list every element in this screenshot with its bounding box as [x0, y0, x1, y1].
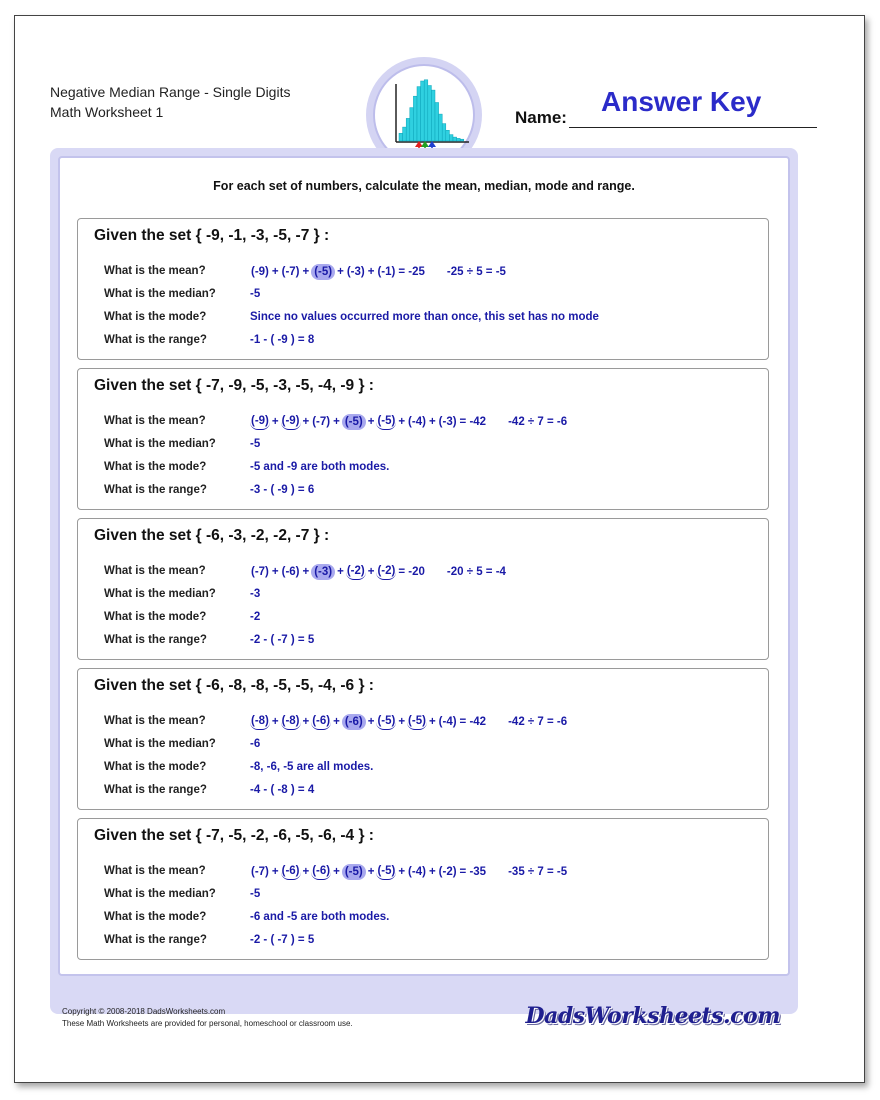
range-question: What is the range? [104, 634, 207, 646]
median-question: What is the median? [104, 438, 216, 450]
name-line [569, 127, 817, 128]
histogram-bar [410, 108, 414, 141]
range-answer: -2 - ( -7 ) = 5 [250, 634, 315, 646]
histogram-bar [417, 87, 421, 141]
mean-sum: = -35 [459, 866, 487, 878]
mean-equation [250, 412, 567, 432]
plus-sign: + [398, 866, 406, 878]
mean-question: What is the mean? [104, 415, 206, 427]
range-question: What is the range? [104, 784, 207, 796]
dadsworksheets-logo: DadsWorksheets.com [525, 1003, 780, 1029]
plus-sign: + [302, 866, 310, 878]
problem-card [77, 518, 769, 660]
histogram-bar [435, 103, 439, 142]
name-field [515, 86, 817, 128]
mean-equation [250, 712, 567, 732]
plus-sign: + [302, 416, 310, 428]
mean-question: What is the mean? [104, 265, 206, 277]
plus-sign: + [337, 566, 344, 578]
range-answer: -4 - ( -8 ) = 4 [250, 784, 315, 796]
median-question: What is the median? [104, 288, 216, 300]
plus-sign: + [271, 416, 279, 428]
instructions: For each set of numbers, calculate the mean, median, mode and range. [213, 179, 635, 193]
histogram-bar [431, 90, 435, 141]
problem-card [77, 668, 769, 810]
plus-sign: + [333, 716, 340, 728]
mean-term: (-4) [438, 716, 457, 728]
histogram-bar [413, 96, 417, 141]
range-answer: -1 - ( -9 ) = 8 [250, 334, 315, 346]
histogram-bar [453, 137, 457, 141]
plus-sign: + [367, 566, 375, 578]
range-answer: -3 - ( -9 ) = 6 [250, 484, 315, 496]
plus-sign: + [333, 416, 340, 428]
histogram-bar [442, 124, 446, 141]
mean-term: (-5) [376, 714, 396, 730]
plus-sign: + [271, 716, 279, 728]
mean-term: (-4) [408, 866, 426, 878]
mean-sum: = -42 [459, 416, 487, 428]
plus-sign: + [428, 866, 436, 878]
mode-answer: Since no values occurred more than once, this set has no mode [250, 311, 599, 323]
mean-term: (-7) [251, 566, 269, 578]
range-question: What is the range? [104, 484, 207, 496]
worksheet-title-line2: Math Worksheet 1 [50, 104, 164, 120]
histogram-bar [428, 86, 432, 142]
mode-question: What is the mode? [104, 311, 207, 323]
plus-sign: + [367, 416, 375, 428]
footer-copyright [62, 1006, 353, 1030]
mean-term: (-9) [281, 414, 301, 430]
median-term: (-3) [311, 564, 335, 580]
worksheet-title-line1: Negative Median Range - Single Digits [50, 84, 291, 100]
mode-question: What is the mode? [104, 761, 207, 773]
histogram-bar [449, 135, 453, 141]
mean-division: -20 ÷ 5 = -4 [446, 566, 506, 578]
plus-sign: + [302, 266, 310, 278]
mean-equation [250, 562, 506, 582]
median-question: What is the median? [104, 588, 216, 600]
plus-sign: + [302, 566, 310, 578]
mode-question: What is the mode? [104, 611, 207, 623]
mean-question: What is the mean? [104, 865, 206, 877]
mean-term: (-2) [346, 564, 366, 580]
mean-division: -42 ÷ 7 = -6 [508, 716, 568, 728]
plus-sign: + [271, 266, 279, 278]
histogram-bar [421, 81, 425, 141]
median-answer: -5 [250, 288, 261, 300]
plus-sign: + [367, 866, 375, 878]
problem-title: Given the set { -7, -5, -2, -6, -5, -6, -4 } : [94, 827, 374, 844]
range-question: What is the range? [104, 334, 207, 346]
mean-term: (-5) [407, 714, 427, 730]
mode-answer: -6 and -5 are both modes. [250, 911, 390, 923]
mean-equation [250, 862, 567, 882]
plus-sign: + [367, 266, 375, 278]
problem-title: Given the set { -6, -3, -2, -2, -7 } : [94, 527, 330, 544]
histogram-bar [460, 139, 464, 141]
median-question: What is the median? [104, 888, 216, 900]
mean-term: (-9) [250, 414, 270, 430]
plus-sign: + [271, 866, 279, 878]
worksheet-title [50, 82, 290, 122]
mean-division: -42 ÷ 7 = -6 [508, 416, 568, 428]
mean-sum: = -20 [398, 566, 425, 578]
mean-term: (-6) [281, 864, 301, 880]
mean-term: (-2) [438, 866, 457, 878]
mean-term: (-1) [377, 266, 396, 278]
mean-equation [250, 262, 506, 282]
mode-answer: -2 [250, 611, 261, 623]
worksheet-body [58, 156, 790, 976]
mean-term: (-7) [251, 866, 269, 878]
plus-sign: + [398, 716, 406, 728]
range-answer: -2 - ( -7 ) = 5 [250, 934, 315, 946]
mean-term: (-5) [376, 864, 396, 880]
median-term: (-5) [311, 264, 335, 280]
answer-key-title: Answer Key [601, 86, 762, 117]
mode-question: What is the mode? [104, 911, 207, 923]
problem-title: Given the set { -7, -9, -5, -3, -5, -4, -9 } : [94, 377, 374, 394]
median-term: (-5) [342, 414, 366, 430]
median-answer: -5 [250, 888, 261, 900]
mean-term: (-6) [311, 864, 331, 880]
histogram-bar [457, 138, 461, 141]
plus-sign: + [271, 566, 279, 578]
mean-term: (-6) [311, 714, 331, 730]
mean-term: (-8) [281, 714, 301, 730]
mode-answer: -8, -6, -5 are all modes. [250, 761, 374, 773]
mean-term: (-7) [312, 416, 331, 428]
mean-term: (-2) [376, 564, 396, 580]
plus-sign: + [333, 866, 340, 878]
histogram-bar [406, 118, 410, 141]
mode-question: What is the mode? [104, 461, 207, 473]
plus-sign: + [428, 416, 436, 428]
median-answer: -6 [250, 738, 261, 750]
mean-sum: = -25 [398, 266, 425, 278]
mean-term: (-3) [438, 416, 457, 428]
median-term: (-6) [342, 714, 366, 730]
problem-title: Given the set { -9, -1, -3, -5, -7 } : [94, 227, 330, 244]
plus-sign: + [302, 716, 310, 728]
plus-sign: + [367, 716, 375, 728]
plus-sign: + [428, 716, 436, 728]
mean-term: (-6) [281, 566, 300, 578]
mean-division: -35 ÷ 7 = -5 [508, 866, 568, 878]
problem-card [77, 818, 769, 960]
median-answer: -3 [250, 588, 261, 600]
mean-term: (-8) [250, 714, 270, 730]
problem-title: Given the set { -6, -8, -8, -5, -5, -4, -6 } : [94, 677, 374, 694]
copyright-text: Copyright © 2008-2018 DadsWorksheets.com [62, 1007, 226, 1016]
mean-term: (-9) [251, 266, 269, 278]
mean-question: What is the mean? [104, 715, 206, 727]
histogram-bar [424, 80, 428, 141]
plus-sign: + [398, 416, 406, 428]
mean-term: (-7) [281, 266, 300, 278]
range-question: What is the range? [104, 934, 207, 946]
mode-answer: -5 and -9 are both modes. [250, 461, 390, 473]
name-label: Name: [515, 108, 567, 127]
median-answer: -5 [250, 438, 261, 450]
mean-division: -25 ÷ 5 = -5 [446, 266, 506, 278]
mean-term: (-5) [376, 414, 396, 430]
histogram-bar [399, 133, 403, 141]
histogram-bar [439, 114, 443, 141]
median-term: (-5) [342, 864, 366, 880]
usage-notice: These Math Worksheets are provided for personal, homeschool or classroom use. [62, 1019, 353, 1028]
problem-card [77, 368, 769, 510]
histogram-bar [446, 130, 450, 141]
median-question: What is the median? [104, 738, 216, 750]
histogram-bar [403, 127, 407, 141]
mean-term: (-3) [346, 266, 365, 278]
mean-question: What is the mean? [104, 565, 206, 577]
mean-sum: = -42 [459, 716, 487, 728]
plus-sign: + [337, 266, 344, 278]
problem-card [77, 218, 769, 360]
mean-term: (-4) [408, 416, 426, 428]
worksheet-frame [50, 148, 798, 1029]
